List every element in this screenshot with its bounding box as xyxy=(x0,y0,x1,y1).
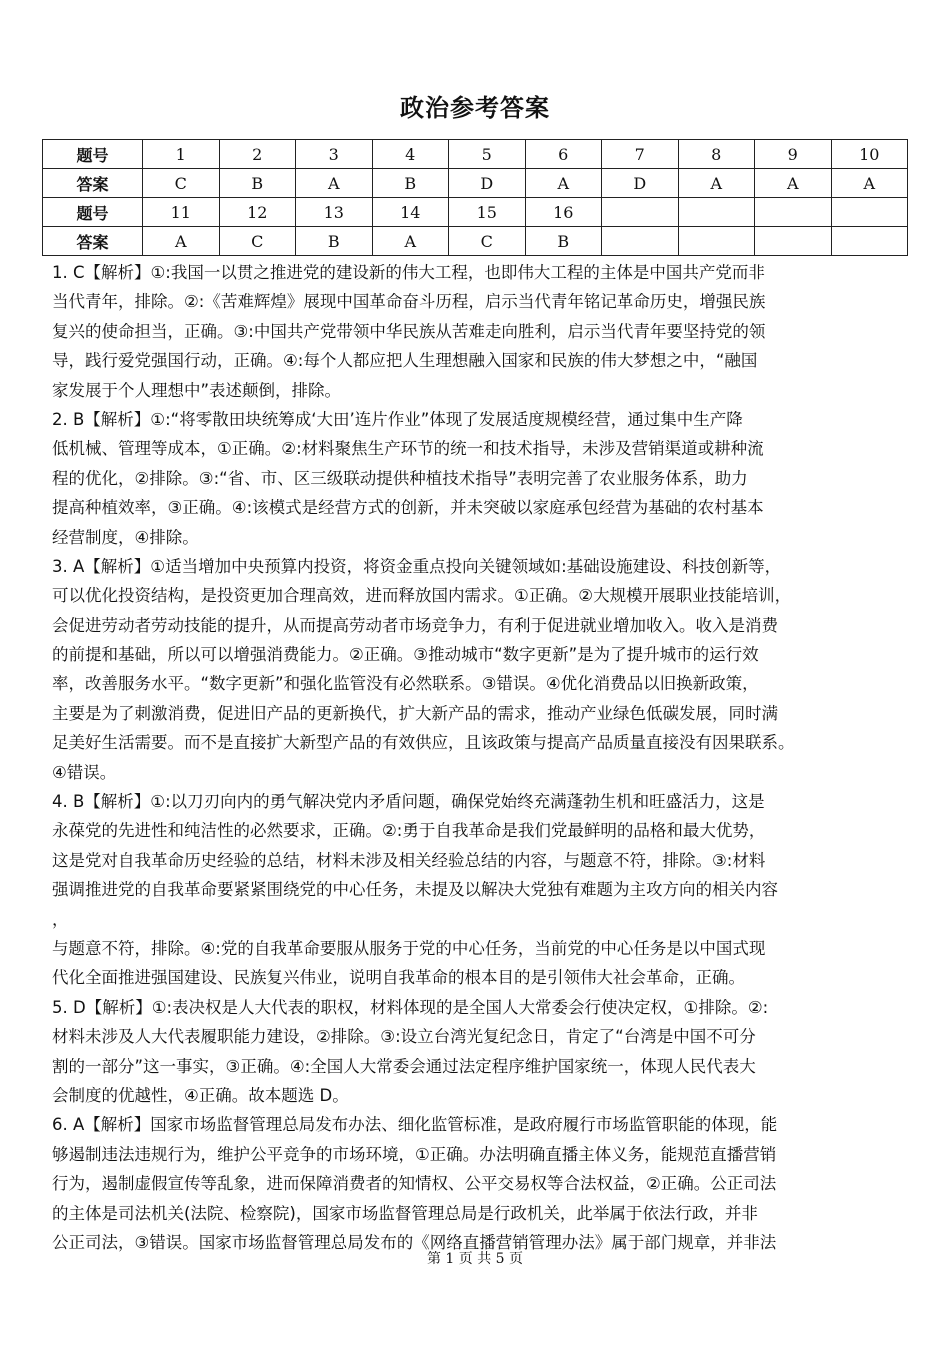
explanation-line: 的主体是司法机关(法院、检察院)，国家市场监督管理总局是行政机关，此举属于依法行政，并非 xyxy=(52,1203,758,1223)
answer-table xyxy=(42,139,908,256)
answer-table-cell: B xyxy=(296,227,373,256)
explanation-line: 5. D【解析】①:表决权是人大代表的职权，材料体现的是全国人大常委会行使决定权，①排除。②: xyxy=(52,997,769,1017)
explanation-line: 提高种植效率，③正确。④:该模式是经营方式的创新，并未突破以家庭承包经营为基础的农村基本 xyxy=(52,498,764,518)
explanation-line: 经营制度，④排除。 xyxy=(52,527,199,547)
answer-table-cell: 15 xyxy=(449,198,526,227)
answer-table-row-label: 答案 xyxy=(43,169,143,198)
explanation-line: 复兴的使命担当，正确。③:中国共产党带领中华民族从苦难走向胜利，启示当代青年要坚持党的领 xyxy=(52,321,766,341)
explanation-line: 家发展于个人理想中”表述颠倒，排除。 xyxy=(52,380,342,400)
explanation-line: 的前提和基础，所以可以增强消费能力。②正确。③推动城市“数字更新”是为了提升城市的运行效 xyxy=(52,645,759,665)
answer-table-row xyxy=(43,140,908,169)
answer-table-cell: B xyxy=(372,169,449,198)
answer-table-cell: 12 xyxy=(219,198,296,227)
explanation-line: ④错误。 xyxy=(52,762,117,782)
answer-table-row-label: 题号 xyxy=(43,198,143,227)
page-title: 政治参考答案 xyxy=(400,94,550,122)
explanation-line: 够遏制违法违规行为，维护公平竞争的市场环境，①正确。办法明确直播主体义务，能规范直播营销 xyxy=(52,1144,777,1164)
answer-table-row xyxy=(43,198,908,227)
explanation-line: 永葆党的先进性和纯洁性的必然要求，正确。②:勇于自我革命是我们党最鲜明的品格和最大优势， xyxy=(52,821,766,841)
explanation-line: 强调推进党的自我革命要紧紧围绕党的中心任务，未提及以解决大党独有难题为主攻方向的相关内容 xyxy=(52,880,778,900)
explanation-line: 行为，遏制虚假宣传等乱象，进而保障消费者的知情权、公平交易权等合法权益，②正确。公正司法 xyxy=(52,1174,777,1194)
answer-table-cell xyxy=(755,227,832,256)
answer-table-cell: B xyxy=(219,169,296,198)
answer-table-cell: 13 xyxy=(296,198,373,227)
answer-table-cell: 2 xyxy=(219,140,296,169)
explanation-line: 主要是为了刺激消费，促进旧产品的更新换代，扩大新产品的需求，推动产业绿色低碳发展，同时满 xyxy=(52,703,778,723)
explanation-line: 6. A【解析】国家市场监督管理总局发布办法、细化监管标准，是政府履行市场监管职能的体现，能 xyxy=(52,1115,778,1135)
explanation-text xyxy=(52,258,902,1257)
answer-table-cell: 1 xyxy=(143,140,220,169)
explanation-line: 3. A【解析】①适当增加中央预算内投资，将资金重点投向关键领域如:基础设施建设、科技创新等， xyxy=(52,556,782,576)
answer-table-row-label: 答案 xyxy=(43,227,143,256)
explanation-line: 当代青年，排除。②:《苦难辉煌》展现中国革命奋斗历程，启示当代青年铭记革命历史，增强民族 xyxy=(52,292,766,312)
answer-table-cell: 6 xyxy=(525,140,602,169)
answer-table-cell: 4 xyxy=(372,140,449,169)
page-footer: 第 1 页 共 5 页 xyxy=(426,1251,524,1267)
answer-table-cell xyxy=(678,227,755,256)
answer-table-cell xyxy=(831,198,908,227)
explanation-line: 割的一部分”这一事实，③正确。④:全国人大常委会通过法定程序维护国家统一，体现人民代表大 xyxy=(52,1056,756,1076)
answer-table-cell: A xyxy=(831,169,908,198)
explanation-line: 率，改善服务水平。“数字更新”和强化监管没有必然联系。③错误。④优化消费品以旧换新政策， xyxy=(52,674,759,694)
answer-table-cell: 16 xyxy=(525,198,602,227)
answer-table-cell: 5 xyxy=(449,140,526,169)
explanation-line: 这是党对自我革命历史经验的总结，材料未涉及相关经验总结的内容，与题意不符，排除。③:材料 xyxy=(52,850,766,870)
answer-table-row xyxy=(43,227,908,256)
explanation-line: 会促进劳动者劳动技能的提升，从而提高劳动者市场竞争力，有利于促进就业增加收入。收入是消费 xyxy=(52,615,778,635)
answer-table-row xyxy=(43,169,908,198)
answer-table-cell: A xyxy=(372,227,449,256)
answer-table-cell: 11 xyxy=(143,198,220,227)
answer-table-cell xyxy=(602,198,679,227)
answer-table-cell xyxy=(755,198,832,227)
explanation-line: 程的优化，②排除。③:“省、市、区三级联动提供种植技术指导”表明完善了农业服务体系，助力 xyxy=(52,468,748,488)
explanation-line: 4. B【解析】①:以刀刃向内的勇气解决党内矛盾问题，确保党始终充满蓬勃生机和旺盛活力，这是 xyxy=(52,792,765,812)
answer-table-cell: A xyxy=(525,169,602,198)
answer-table-cell: 9 xyxy=(755,140,832,169)
answer-table-row-label: 题号 xyxy=(43,140,143,169)
answer-table-cell: 8 xyxy=(678,140,755,169)
answer-table-cell: C xyxy=(449,227,526,256)
explanation-line: 代化全面推进强国建设、民族复兴伟业，说明自我革命的根本目的是引领伟大社会革命，正确。 xyxy=(52,968,745,988)
explanation-line: 与题意不符，排除。④:党的自我革命要服从服务于党的中心任务，当前党的中心任务是以中国式现 xyxy=(52,938,766,958)
explanation-line: 材料未涉及人大代表履职能力建设，②排除。③:设立台湾光复纪念日，肯定了“台湾是中国不可分 xyxy=(52,1027,756,1047)
answer-table-cell: B xyxy=(525,227,602,256)
answer-table-cell xyxy=(602,227,679,256)
answer-table-cell: A xyxy=(678,169,755,198)
explanation-line: 导，践行爱党强国行动，正确。④:每个人都应把人生理想融入国家和民族的伟大梦想之中，“融国 xyxy=(52,351,758,371)
explanation-line: 2. B【解析】①:“将零散田块统筹成‘大田’连片作业”体现了发展适度规模经营，通过集中生产降 xyxy=(52,409,743,429)
explanation-line: 公正司法，③错误。国家市场监督管理总局发布的《网络直播营销管理办法》属于部门规章，并非法 xyxy=(52,1232,777,1252)
explanation-line: 足美好生活需要。而不是直接扩大新型产品的有效供应，且该政策与提高产品质量直接没有因果联系。 xyxy=(52,733,795,753)
answer-table-cell: 10 xyxy=(831,140,908,169)
answer-table-cell: 3 xyxy=(296,140,373,169)
answer-table-cell: A xyxy=(755,169,832,198)
explanation-line: 低机械、管理等成本，①正确。②:材料聚焦生产环节的统一和技术指导，未涉及营销渠道或耕种流 xyxy=(52,439,764,459)
answer-table-cell: D xyxy=(602,169,679,198)
explanation-line: 会制度的优越性，④正确。故本题选 D。 xyxy=(52,1085,349,1105)
answer-table-cell: D xyxy=(449,169,526,198)
answer-table-cell: A xyxy=(296,169,373,198)
answer-table-cell: 7 xyxy=(602,140,679,169)
answer-table-cell: C xyxy=(219,227,296,256)
explanation-line: 1. C【解析】①:我国一以贯之推进党的建设新的伟大工程，也即伟大工程的主体是中国共产党而非 xyxy=(52,263,765,282)
answer-table-cell xyxy=(678,198,755,227)
explanation-line: ， xyxy=(52,909,69,929)
answer-table-cell: C xyxy=(143,169,220,198)
answer-table-cell: A xyxy=(143,227,220,256)
answer-table-cell xyxy=(831,227,908,256)
answer-table-cell: 14 xyxy=(372,198,449,227)
explanation-line: 可以优化投资结构，是投资更加合理高效，进而释放国内需求。①正确。②大规模开展职业技能培训， xyxy=(52,586,792,606)
